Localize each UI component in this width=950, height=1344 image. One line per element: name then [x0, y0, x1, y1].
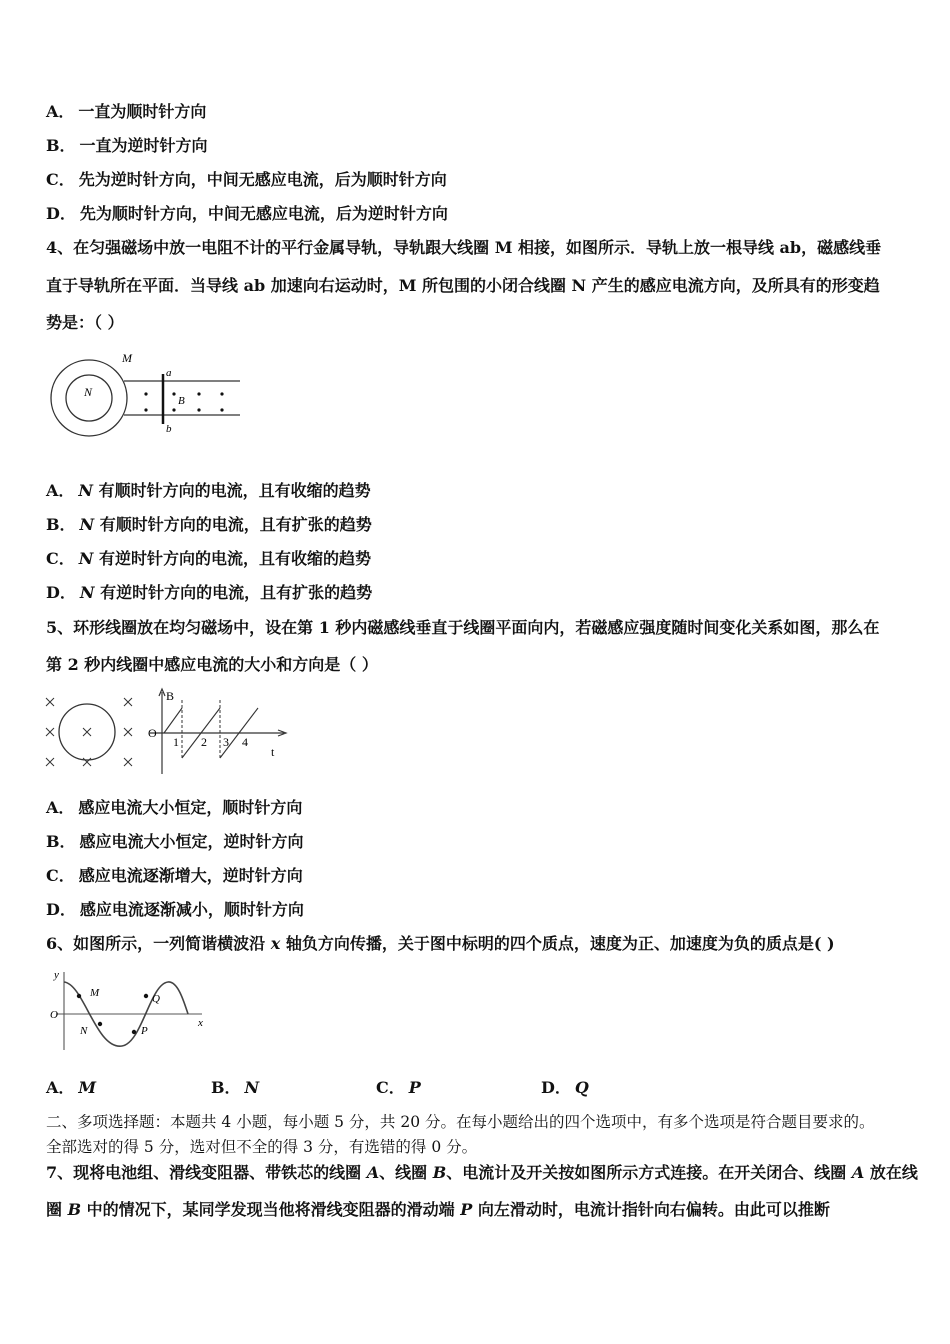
- tick-1: 1: [173, 735, 179, 749]
- label-p: P: [141, 1025, 148, 1037]
- axis-label-b: B: [166, 689, 175, 703]
- label-n: N: [84, 385, 93, 399]
- q6-option-d: D． Q: [541, 1078, 589, 1097]
- q5-stem-line2: 第 2 秒内线圈中感应电流的大小和方向是（ ）: [46, 655, 378, 674]
- q7-stem-line2: 圈 B 中的情况下，某同学发现当他将滑线变阻器的滑动端 P 向左滑动时，电流计指针向右偏转。由此可以推断: [46, 1200, 830, 1219]
- origin-label: O: [50, 1009, 58, 1021]
- q5-option-b: B． 感应电流大小恒定，逆时针方向: [46, 832, 304, 851]
- point-p: [132, 1030, 136, 1034]
- label-field-b: B: [178, 395, 185, 407]
- q4-rail-coil-figure: [46, 348, 246, 438]
- point-q: [144, 994, 148, 998]
- q4-stem-line2: 直于导轨所在平面．当导线 ab 加速向右运动时，M 所包围的小闭合线圈 N 产生的感应电流方向，及所具有的形变趋: [46, 276, 880, 295]
- label-a: a: [166, 367, 172, 379]
- q3-option-d: D． 先为顺时针方向，中间无感应电流，后为逆时针方向: [46, 204, 448, 223]
- label-q: Q: [152, 993, 160, 1005]
- tick-4: 4: [242, 735, 248, 749]
- q4-option-a: A． N 有顺时针方向的电流，且有收缩的趋势: [46, 481, 371, 500]
- q6-wave-figure: [46, 966, 216, 1054]
- axis-label-x: x: [198, 1017, 203, 1029]
- q7-stem-line1: 7、现将电池组、滑线变阻器、带铁芯的线圈 A、线圈 B、电流计及开关按如图所示方式连接。在开关闭合、线圈 A 放在线: [46, 1163, 918, 1182]
- q4-option-b: B． N 有顺时针方向的电流，且有扩张的趋势: [46, 515, 372, 534]
- tick-2: 2: [201, 735, 207, 749]
- tick-3: 3: [223, 735, 229, 749]
- q5-option-d: D． 感应电流逐渐减小，顺时针方向: [46, 900, 304, 919]
- q4-stem-line1: 4、在匀强磁场中放一电阻不计的平行金属导轨，导轨跟大线圈 M 相接，如图所示．导轨上放一根导线 ab，磁感线垂: [46, 238, 882, 257]
- label-n: N: [80, 1025, 88, 1037]
- q5-option-a: A． 感应电流大小恒定，顺时针方向: [46, 798, 303, 817]
- q5-stem-line1: 5、环形线圈放在均匀磁场中，设在第 1 秒内磁感线垂直于线圈平面向内，若磁感应强度随时间变化关系如图，那么在: [46, 618, 880, 637]
- origin-label: O: [148, 726, 157, 740]
- q4-stem-line3: 势是：（ ）: [46, 313, 124, 332]
- q6-option-b: B． N: [211, 1078, 260, 1097]
- q4-option-d: D． N 有逆时针方向的电流，且有扩张的趋势: [46, 583, 373, 602]
- q3-option-b: B． 一直为逆时针方向: [46, 136, 208, 155]
- q5-b-t-graph: [146, 686, 291, 778]
- label-m: M: [122, 351, 132, 365]
- q6-option-c: C． P: [376, 1078, 421, 1097]
- q4-option-c: C． N 有逆时针方向的电流，且有收缩的趋势: [46, 549, 371, 568]
- q5-coil-field-figure: [42, 690, 147, 775]
- axis-label-y: y: [54, 969, 59, 981]
- q3-option-a: A． 一直为顺时针方向: [46, 102, 207, 121]
- label-b: b: [166, 423, 172, 435]
- q3-option-c: C． 先为逆时针方向，中间无感应电流，后为顺时针方向: [46, 170, 447, 189]
- section2-instructions-line1: 二、多项选择题：本题共 4 小题，每小题 5 分，共 20 分。在每小题给出的四个选项中，有多个选项是符合题目要求的。: [46, 1113, 875, 1131]
- axis-label-t: t: [271, 745, 275, 759]
- label-m: M: [90, 987, 100, 999]
- point-m: [77, 994, 81, 998]
- q6-option-a: A． M: [46, 1078, 97, 1097]
- section2-instructions-line2: 全部选对的得 5 分，选对但不全的得 3 分，有选错的得 0 分。: [46, 1138, 478, 1156]
- q5-option-c: C． 感应电流逐渐增大，逆时针方向: [46, 866, 303, 885]
- point-n: [98, 1022, 102, 1026]
- q6-stem: 6、如图所示，一列简谐横波沿 x 轴负方向传播，关于图中标明的四个质点，速度为正、加速度为负的质点是( ): [46, 934, 835, 953]
